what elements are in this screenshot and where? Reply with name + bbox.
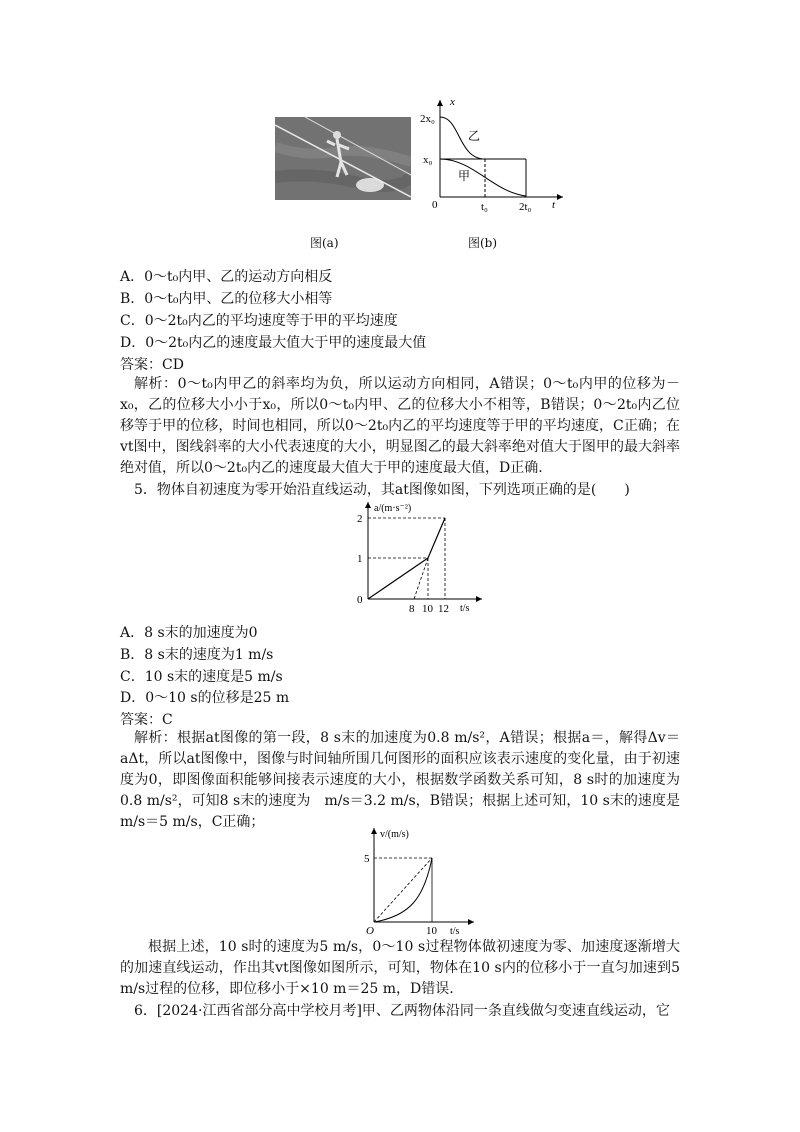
xt-graph <box>418 92 568 217</box>
at-y-label: a/(m·s⁻²) <box>374 503 412 514</box>
q5-explanation-2: 根据上述，10 s时的速度为5 m/s，0～10 s过程物体做初速度为零、加速度逐渐增大的加速直线运动，作出其vt图像如图所示，可知，物体在10 s内的位移小于一直匀加速到5 m/s过程的位移，即位移小于×10 m＝25 m，D错误. <box>120 939 680 997</box>
vt-x-label: t/s <box>450 926 460 937</box>
at-x-arrow <box>476 596 482 602</box>
at-y-arrow <box>365 502 371 508</box>
vt-graph <box>362 826 482 941</box>
q5-option-d: D．0～10 s的位移是25 m <box>120 690 290 706</box>
q5-option-c: C．10 s末的速度是5 m/s <box>120 669 283 685</box>
at-xtick-8: 8 <box>409 603 415 615</box>
q4-option-b: B．0～t₀内甲、乙的位移大小相等 <box>120 291 333 307</box>
at-line <box>368 518 445 599</box>
figure-a-caption: 图(a) <box>310 236 339 250</box>
at-xtick-12: 12 <box>438 603 449 615</box>
at-xtick-10: 10 <box>422 603 433 615</box>
q5-answer: 答案：C <box>120 712 173 728</box>
vt-ytick-5: 5 <box>364 853 370 865</box>
vt-origin: O <box>366 925 374 937</box>
at-ytick-2: 2 <box>357 513 363 525</box>
q5-option-a: A．8 s末的加速度为0 <box>120 625 258 641</box>
figure-b-caption: 图(b) <box>468 236 498 250</box>
vt-x-arrow <box>468 919 474 925</box>
q4-answer: 答案：CD <box>120 357 184 373</box>
q6-stem: 6．[2024·江西省部分高中学校月考]甲、乙两物体沿同一条直线做匀变速直线运动，它 <box>134 1003 670 1019</box>
xt-y-arrow <box>437 100 443 106</box>
figure-a-photo <box>275 117 411 200</box>
q5-option-b: B．8 s末的速度为1 m/s <box>120 647 274 663</box>
at-dash-8 <box>414 558 428 599</box>
q4-explanation: 解析：0～t₀内甲乙的斜率均为负，所以运动方向相同，A错误；0～t₀内甲的位移为－x₀，乙的位移大小小于x₀，所以0～t₀内甲、乙的位移大小不相等，B错误；0～2t₀内乙位移等于甲的位移，时间也相同，所以0～2t₀内乙的平均速度等于甲的平均速度，C正确；在vt图中，图线斜率的大小代表速度的大小，明显图乙的最大斜率绝对值大于图甲的最大斜率绝对值，所以0～2t₀内乙的速度最大值大于甲的速度最大值，D正确. <box>120 376 680 476</box>
xt-label-yi: 乙 <box>468 129 481 143</box>
xt-xtick-2t0: 2t₀ <box>519 201 532 213</box>
at-graph <box>350 500 490 615</box>
at-ytick-1: 1 <box>357 553 363 565</box>
xt-xtick-0: 0 <box>432 199 438 211</box>
xt-y-label: x <box>450 96 455 108</box>
q5-explanation-1: 解析：根据at图像的第一段，8 s末的加速度为0.8 m/s²，A错误；根据a＝，解得Δv＝aΔt，所以at图像中，图像与时间轴所围几何图形的面积应该表示速度的变化量，由于初速度为0，即图像面积能够间接表示速度的大小，根据数学函数关系可知，8 s时的加速度为0.8 m/s²，可知8 s末的速度为 m/s＝3.2 m/s，B错误；根据上述可知，10 s末的速度是 m/s＝5 m/s，C正确； <box>120 730 694 830</box>
photo-content <box>275 117 411 200</box>
q5-stem: 5．物体自初速度为零开始沿直线运动，其at图像如图，下列选项正确的是( ) <box>134 482 630 498</box>
at-ytick-0: 0 <box>357 594 363 606</box>
xt-ytick-2x0: 2x₀ <box>420 113 435 125</box>
xt-x-label: t <box>552 199 556 211</box>
vt-y-label: v/(m/s) <box>380 829 409 840</box>
xt-curve-jia <box>440 159 526 196</box>
q4-option-d: D．0～2t₀内乙的速度最大值大于甲的速度最大值 <box>120 335 427 351</box>
q4-option-a: A．0～t₀内甲、乙的运动方向相反 <box>120 269 333 285</box>
q4-option-c: C．0～2t₀内乙的平均速度等于甲的平均速度 <box>120 313 398 329</box>
at-x-label: t/s <box>460 603 470 614</box>
xt-ytick-x0: x₀ <box>423 154 433 166</box>
xt-xtick-t0: t₀ <box>481 201 488 213</box>
vt-straight-line <box>374 858 432 922</box>
xt-label-jia: 甲 <box>458 169 471 183</box>
xt-x-arrow <box>557 194 563 200</box>
vt-xtick-10: 10 <box>426 925 437 937</box>
vt-y-arrow <box>371 828 377 834</box>
